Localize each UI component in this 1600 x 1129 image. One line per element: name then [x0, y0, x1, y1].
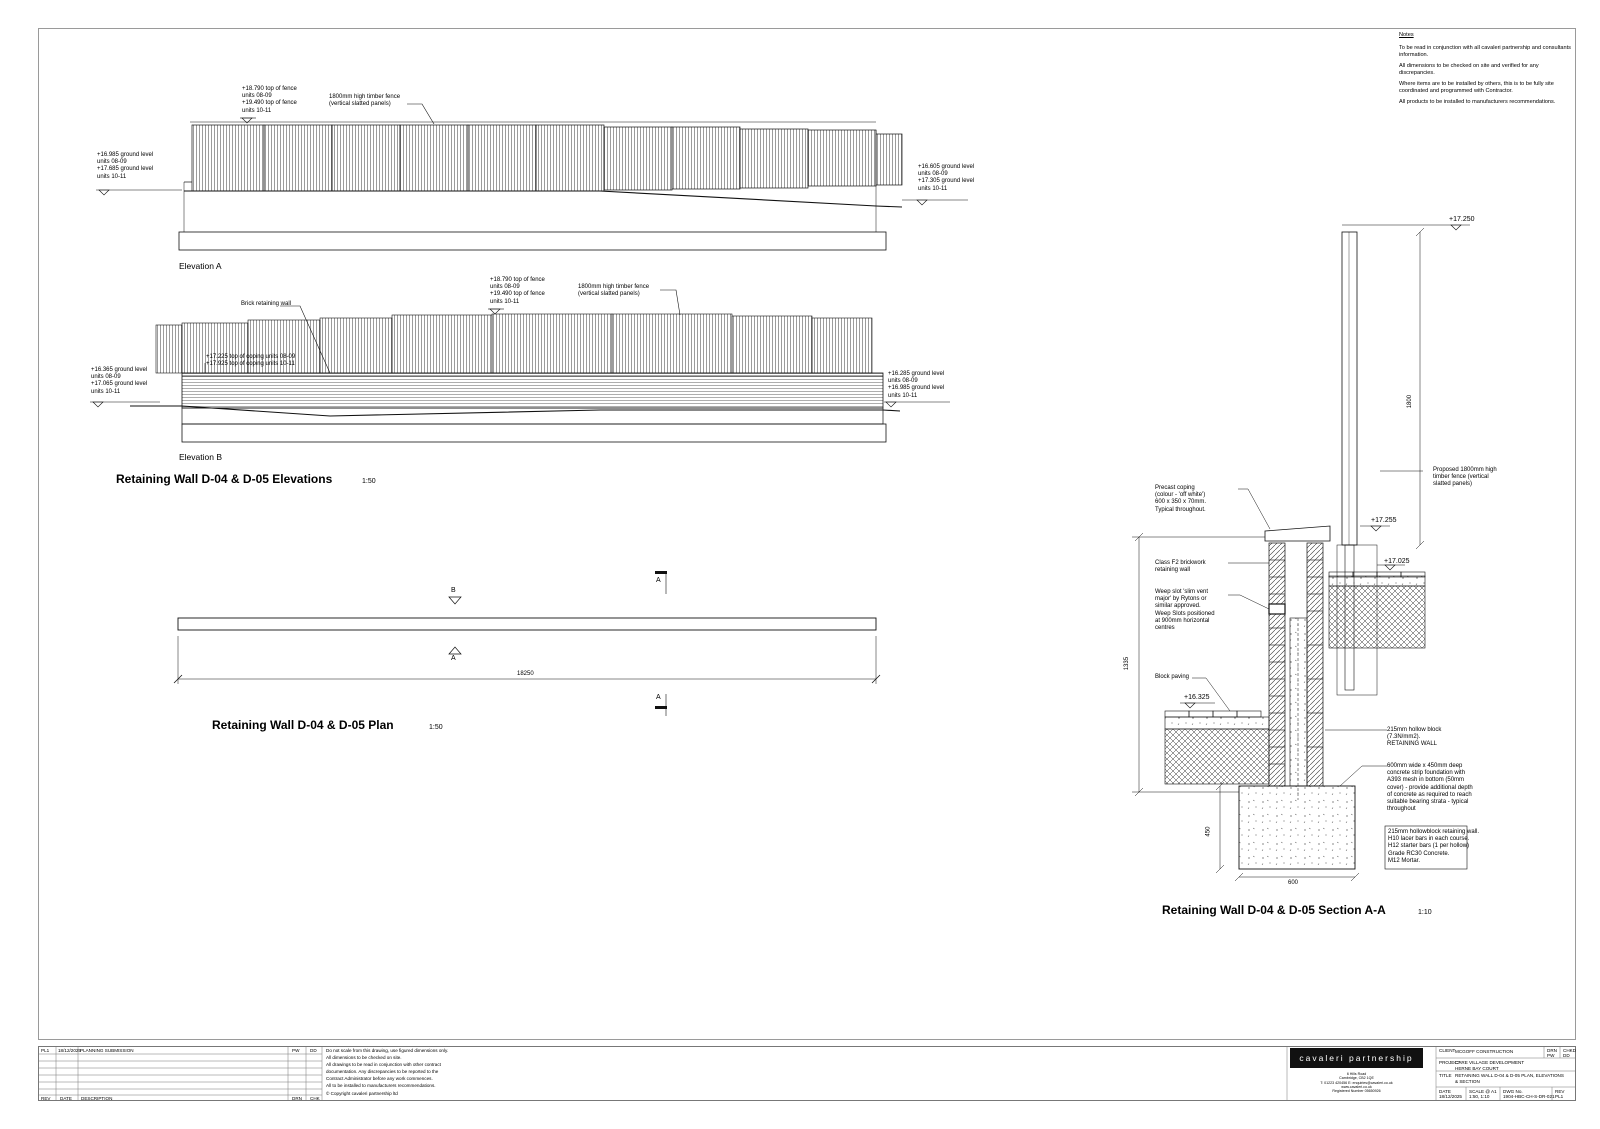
- notes-heading: Notes: [1399, 32, 1414, 38]
- plan-title: Retaining Wall D-04 & D-05 Plan: [212, 718, 394, 732]
- elevation-a-fence-note: 1800mm high timber fence (vertical slatted panels): [329, 94, 401, 108]
- elevation-b-brick-wall-label: Brick retaining wall: [241, 301, 292, 307]
- elevation-b-top-of-fence: +18.790 top of fence units 08-09 +19.490 top of fence units 10-11: [490, 277, 545, 305]
- elevation-b-fence-note: 1800mm high timber fence (vertical slatted panels): [578, 284, 650, 298]
- dwg-label: DWG No.: [1503, 1089, 1523, 1094]
- firm-logo: cavaleri partnership: [1290, 1048, 1423, 1068]
- elevation-a-top-of-fence: +18.790 top of fence units 08-09 +19.490 top of fence units 10-11: [242, 86, 297, 114]
- section-coping-note: Precast coping (colour - 'off white') 600 x 350 x 70mm. Typical throughout.: [1155, 485, 1207, 513]
- plan-section-cut-a-bottom: A: [656, 694, 661, 701]
- dwg-value: 1904-HBC-CH-S-DR-021: [1503, 1094, 1555, 1099]
- note-item: Where items are to be installed by others, this is to be fully site coordinated and programmed with Contractor.: [1399, 81, 1554, 94]
- date-value: 18/12/2025: [1439, 1094, 1462, 1099]
- section-scale: 1:10: [1418, 909, 1432, 916]
- plan-dimension: 18250: [517, 671, 534, 677]
- note-item: All products to be installed to manufacturers recommendations.: [1399, 99, 1556, 105]
- plan-section-cut-a-top: A: [656, 577, 661, 584]
- disclaimer-line: All dimensions to be checked on site.: [326, 1055, 402, 1060]
- client-value: MCGOFF CONSTRUCTION: [1455, 1049, 1514, 1054]
- section-fence-note: Proposed 1800mm high timber fence (vertical slatted panels): [1433, 467, 1497, 488]
- elevations-title: Retaining Wall D-04 & D-05 Elevations: [116, 472, 333, 486]
- note-item: To be read in conjunction with all cavaleri partnership and consultants information.: [1399, 45, 1571, 58]
- elevation-a-drawing: [96, 104, 968, 250]
- section-block-note: 215mm hollow block (7.3N/mm2). RETAINING WALL: [1387, 727, 1442, 748]
- section-level-left: +16.325: [1184, 694, 1210, 701]
- plan-drawing: [174, 571, 880, 716]
- section-level-fence-base: +17.255: [1371, 517, 1397, 524]
- section-title: Retaining Wall D-04 & D-05 Section A-A: [1162, 903, 1386, 917]
- elevation-b-left-ground: +16.365 ground level units 08-09 +17.065 ground level units 10-11: [91, 367, 148, 395]
- project-value: CARE VILLAGE DEVELOPMENT HERNE BAY COURT: [1455, 1060, 1525, 1071]
- note-item: All dimensions to be checked on site and verified for any discrepancies.: [1399, 63, 1539, 76]
- elevation-a-fence: [192, 125, 902, 191]
- disclaimer-line: documentation. Any discrepancies to be reported to the: [326, 1069, 439, 1074]
- plan-scale: 1:50: [429, 724, 443, 731]
- rev-label: REV: [1555, 1089, 1565, 1094]
- copyright-line: © Copyright cavaleri partnership ltd: [326, 1091, 398, 1096]
- disclaimer-line: All to be installed to manufacturers recommendations.: [326, 1083, 436, 1088]
- disclaimer-line: Contract Administrator before any work commences.: [326, 1076, 433, 1081]
- plan-section-marker-a: A: [451, 655, 456, 662]
- section-dim-600: 600: [1288, 880, 1299, 886]
- section-paving-note: Block paving: [1155, 674, 1190, 680]
- title-value: RETAINING WALL D-04 & D-05 PLAN, ELEVATIONS & SECTION: [1455, 1073, 1564, 1084]
- title-label: TITLE: [1439, 1073, 1452, 1078]
- elevations-scale: 1:50: [362, 478, 376, 485]
- plan-section-marker-b: B: [451, 587, 456, 594]
- section-level-top: +17.250: [1449, 216, 1475, 223]
- section-dim-1335: 1335: [1124, 656, 1131, 671]
- project-label: PROJECT: [1439, 1060, 1461, 1065]
- firm-address: 6 Hills Road Cambridge, CB2 1QE T: 01223 420456 E: enquiries@cavaleri.co.uk www.cavaleri.co.uk Registered Number 05650926: [1320, 1072, 1393, 1094]
- rev-header: REV: [41, 1096, 51, 1101]
- section-weep-note: Weep slot 'slim vent major' by Rytons or similar approved. Weep Slots positioned at 900mm horizontal centres: [1155, 589, 1215, 632]
- drn-value: PW: [1547, 1053, 1555, 1058]
- client-label: CLIENT: [1439, 1048, 1456, 1053]
- chkd-label: CHKD: [1563, 1048, 1577, 1053]
- elevation-a-label: Elevation A: [179, 261, 222, 271]
- rev-checked: DD: [310, 1048, 317, 1053]
- section-foundation-note: 600mm wide x 450mm deep concrete strip foundation with A393 mesh in bottom (50mm cover) - provide additional depth of concrete as required to reach suitable bearing strata - typical throughout: [1387, 763, 1473, 813]
- rev-drawn: PW: [292, 1048, 300, 1053]
- date-header: DATE: [60, 1096, 72, 1101]
- rev-date: 18/12/2025: [58, 1048, 81, 1053]
- section-brick-note: Class F2 brickwork retaining wall: [1155, 560, 1206, 574]
- rev-description: PLANNING SUBMISSION: [80, 1048, 134, 1053]
- section-level-paving-right: +17.025: [1384, 558, 1410, 565]
- section-dim-1800: 1800: [1407, 394, 1414, 409]
- description-header: DESCRIPTION: [81, 1096, 113, 1101]
- disclaimer-line: Do not scale from this drawing, use figured dimensions only.: [326, 1048, 449, 1053]
- elevation-b-coping: +17.225 top of coping units 08-09 +17.925 top of coping units 10-11: [206, 354, 296, 368]
- scale-value: 1:50, 1:10: [1469, 1094, 1490, 1099]
- disclaimer-line: All drawings to be read in conjunction with other contract: [326, 1062, 441, 1067]
- elevation-a-right-ground: +16.605 ground level units 08-09 +17.305 ground level units 10-11: [918, 164, 975, 192]
- drn-label: DRN: [1547, 1048, 1557, 1053]
- section-spec-box: 215mm hollowblock retaining wall. H10 lacer bars in each course. H12 starter bars (1 per hollow) Grade RC30 Concrete. M12 Mortar.: [1388, 829, 1480, 864]
- date-label: DATE: [1439, 1089, 1451, 1094]
- elevation-a-left-ground: +16.985 ground level units 08-09 +17.685 ground level units 10-11: [97, 152, 154, 180]
- rev-code: PL1: [41, 1048, 50, 1053]
- elevation-b-right-ground: +16.285 ground level units 08-09 +16.985 ground level units 10-11: [888, 371, 945, 399]
- rev-value: PL1: [1555, 1094, 1564, 1099]
- chk-header: CHK: [310, 1096, 320, 1101]
- elevation-b-label: Elevation B: [179, 452, 222, 462]
- chkd-value: DD: [1563, 1053, 1570, 1058]
- section-dim-450: 450: [1205, 826, 1212, 837]
- scale-label: SCALE @ A1: [1469, 1089, 1497, 1094]
- drn-header: DRN: [292, 1096, 302, 1101]
